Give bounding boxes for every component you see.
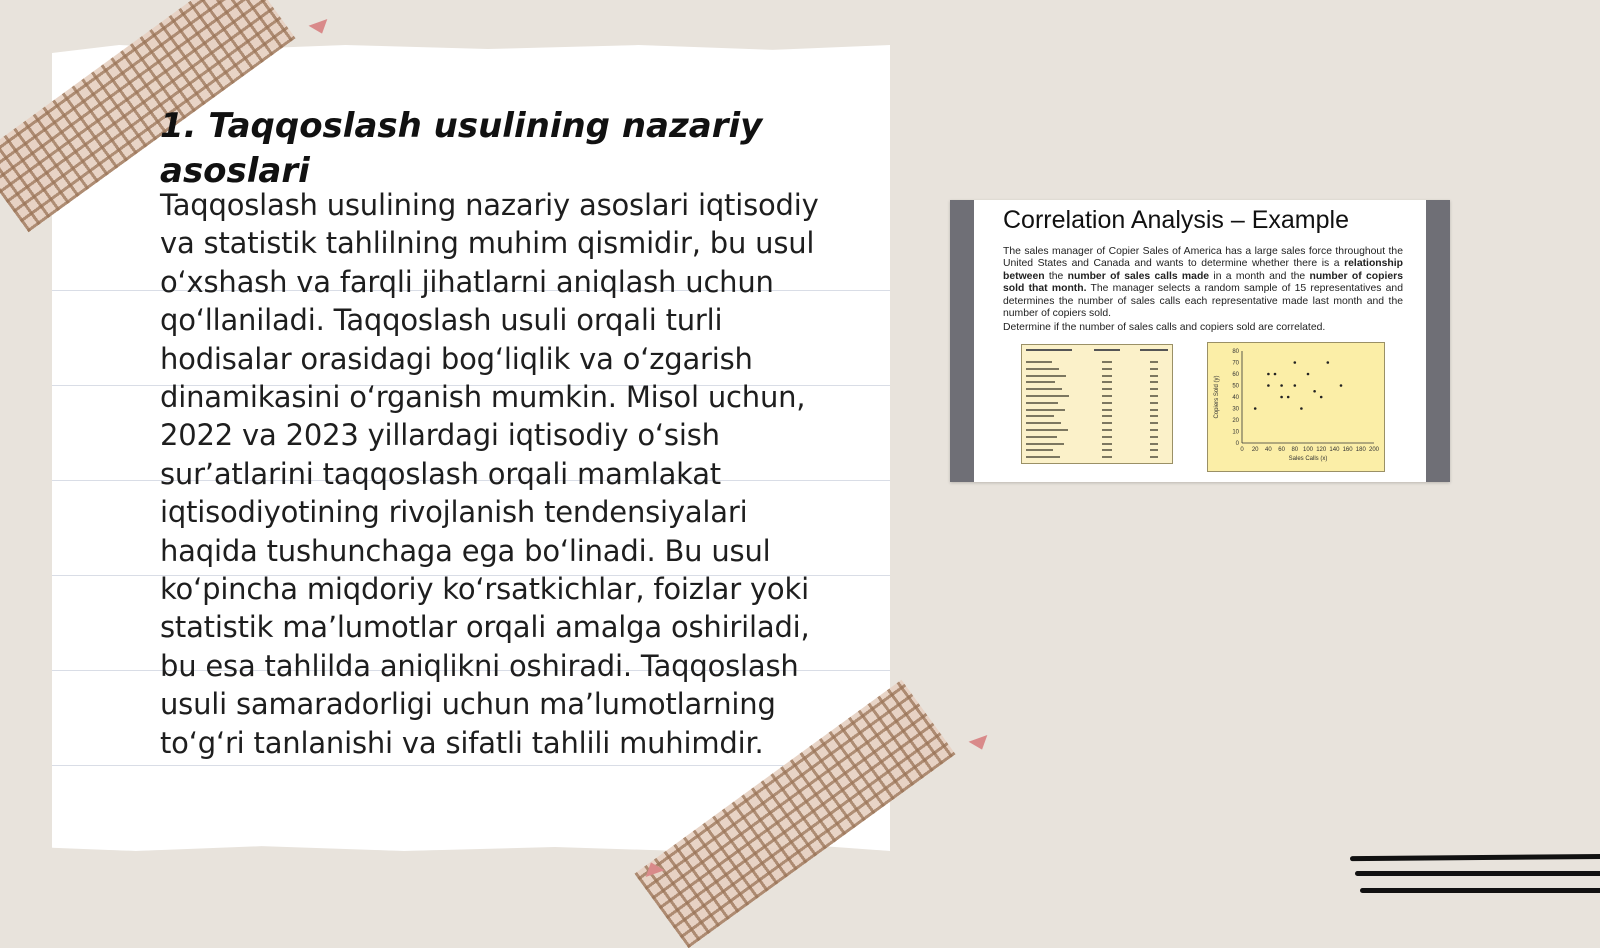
body-paragraph: Taqqoslash usulining nazariy asoslari iqtisodiy va statistik tahlilning muhim qismidir, bu usul o‘xshash va farqli jihatlarni aniqlash uchun qo‘llaniladi. Taqqoslash usuli orqali turli hodisalar orasidagi bog‘liqlik va o‘zgarish dinamikasini o‘rganish mumkin. Misol uchun, 2022 va 2023 yillardagi iqtisodiy o‘sish sur’atlarini taqqoslash orqali mamlakat iqtisodiyotining rivojlanish tendensiyalari haqida tushunchaga ega bo‘linadi. Bu usul ko‘pincha miqdoriy ko‘rsatkichlar, foizlar yoki statistik ma’lumotlar orqali amalga oshiriladi, bu esa tahlilda aniqlikni oshiradi. Taqqoslash usuli samaradorligi uchun ma’lumotlarning to‘g‘ri tanlanishi va sifatli tahlili muhimdir. [160,188,819,760]
x-tick-label: 200 [1368,447,1380,453]
scatter-plot-svg [1208,343,1384,471]
scatter-point [1274,373,1277,376]
pin-bottom-right [969,735,992,753]
scatter-point [1280,384,1283,387]
scatter-point [1300,407,1303,410]
x-axis-title: Sales Calls (x) [1288,456,1328,462]
slide-description [1003,246,1403,320]
section-heading: 1. Taqqoslash usulining nazariy asoslari [160,106,763,191]
desc-part: the [1044,270,1068,282]
scatter-point [1254,407,1257,410]
scatter-point [1307,373,1310,376]
sample-data-table [1021,344,1173,464]
scatter-point [1340,384,1343,387]
table-row [1022,427,1172,433]
y-axis-title: Copiers Sold (y) [1214,375,1220,419]
table-row [1022,373,1172,379]
table-row [1022,454,1172,460]
paper-rule-line [52,765,890,766]
x-tick-label: 80 [1291,447,1299,453]
y-tick-label: 70 [1232,360,1239,367]
table-row [1022,379,1172,385]
table-row [1022,441,1172,447]
y-tick-label: 60 [1232,372,1239,378]
table-row [1022,420,1172,426]
desc-bold: relationship between [1003,258,1403,282]
scatter-point [1280,396,1283,399]
scatter-point [1294,384,1297,387]
x-tick-label: 180 [1355,447,1366,453]
scatter-plot [1207,342,1385,472]
y-tick-label: 10 [1232,429,1239,436]
table-header-row [1022,347,1172,355]
x-tick-label: 160 [1342,447,1353,453]
example-slide-image [950,200,1450,482]
brush-stroke-line [1350,854,1600,861]
table-row [1022,393,1172,399]
scatter-point [1313,390,1316,393]
y-tick-label: 30 [1232,406,1239,413]
scatter-point [1267,373,1270,376]
brush-stroke-line [1355,871,1600,876]
y-tick-label: 0 [1235,441,1239,447]
scatter-point [1294,361,1297,364]
x-tick-label: 140 [1329,447,1340,453]
table-row [1022,413,1172,419]
scatter-point [1327,361,1330,364]
table-row [1022,407,1172,413]
x-tick-label: 100 [1302,447,1314,453]
slide-question: Determine if the number of sales calls and copiers sold are correlated. [1003,322,1326,333]
scatter-point [1320,396,1323,399]
y-tick-label: 80 [1232,349,1239,355]
desc-part: The manager selects a random sample of 15 representatives and determines the number of sales calls each representative made last month and the number of copiers sold. [1003,283,1403,320]
table-row [1022,447,1172,453]
x-tick-label: 120 [1316,447,1327,453]
x-tick-label: 0 [1240,447,1244,453]
table-row [1022,359,1172,365]
y-tick-label: 50 [1232,383,1239,390]
scatter-point [1267,384,1270,387]
desc-bold: number of sales calls made [1067,270,1210,282]
desc-part: The sales manager of Copier Sales of America has a large sales force throughout the United States and Canada and wants to determine whether there is a [1003,246,1403,270]
y-tick-label: 40 [1232,395,1239,401]
table-row [1022,400,1172,406]
scatter-point [1287,396,1290,399]
desc-part: in a month and the [1209,270,1310,282]
x-tick-label: 20 [1251,447,1259,453]
slide-side-bar-right [1426,200,1450,482]
brush-stroke-line [1360,888,1600,893]
table-row [1022,434,1172,440]
slide-side-bar-left [950,200,974,482]
table-row [1022,366,1172,372]
x-tick-label: 40 [1265,447,1272,453]
pin-top [309,19,332,37]
desc-bold: number of copiers sold that month. [1003,270,1403,295]
y-tick-label: 20 [1232,418,1239,424]
x-tick-label: 60 [1278,447,1285,453]
slide-title: Correlation Analysis – Example [1003,206,1349,234]
table-row [1022,386,1172,392]
